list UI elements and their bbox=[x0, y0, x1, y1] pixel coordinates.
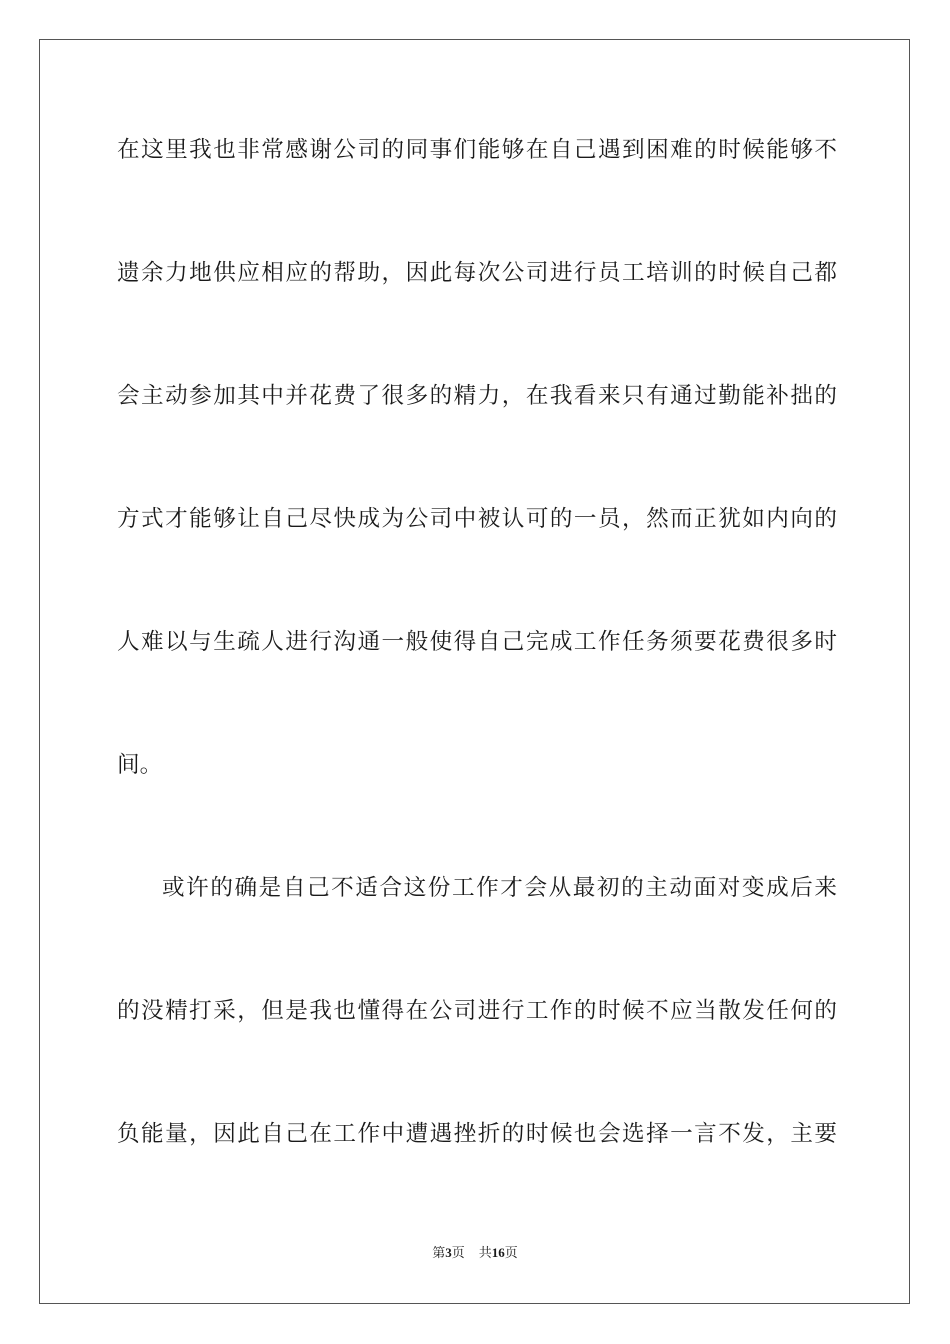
total-suffix: 页 bbox=[504, 1245, 518, 1260]
total-pages: 16 bbox=[491, 1245, 505, 1260]
paragraph-line: 负能量，因此自己在工作中遭遇挫折的时候也会选择一言不发，主要 bbox=[117, 1121, 837, 1147]
paragraph-line: 会主动参加其中并花费了很多的精力，在我看来只有通过勤能补拙的 bbox=[117, 383, 837, 409]
paragraph-line: 的没精打采，但是我也懂得在公司进行工作的时候不应当散发任何的 bbox=[117, 998, 837, 1024]
page-border bbox=[39, 39, 910, 1304]
total-prefix: 共 bbox=[478, 1245, 492, 1260]
paragraph-line: 遗余力地供应相应的帮助，因此每次公司进行员工培训的时候自己都 bbox=[117, 260, 837, 286]
page-footer bbox=[0, 1244, 950, 1262]
page-number: 3 bbox=[445, 1245, 452, 1260]
page-suffix: 页 bbox=[451, 1245, 465, 1260]
page-prefix: 第 bbox=[432, 1245, 446, 1260]
paragraph-line-indented: 或许的确是自己不适合这份工作才会从最初的主动面对变成后来 bbox=[162, 875, 837, 901]
paragraph-line: 方式才能够让自己尽快成为公司中被认可的一员，然而正犹如内向的 bbox=[117, 506, 837, 532]
paragraph-line: 间。 bbox=[117, 752, 163, 778]
paragraph-line: 人难以与生疏人进行沟通一般使得自己完成工作任务须要花费很多时 bbox=[117, 629, 837, 655]
paragraph-line: 在这里我也非常感谢公司的同事们能够在自己遇到困难的时候能够不 bbox=[117, 137, 837, 163]
